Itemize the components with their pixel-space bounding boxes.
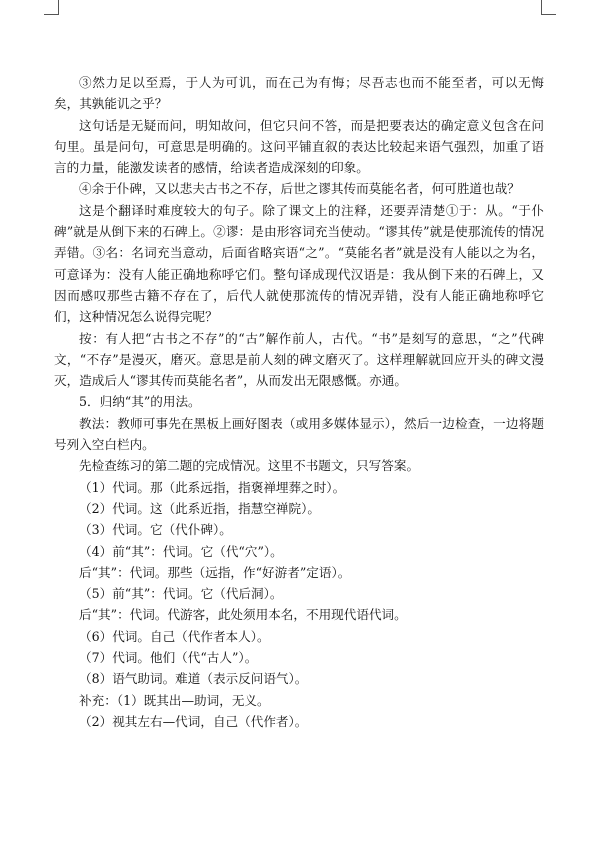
document-body <box>54 72 544 732</box>
answer-item: （3）代词。它（代仆碑）。 <box>79 522 232 538</box>
answer-item: （1）代词。那（此系远指，指褒禅埋葬之时）。 <box>79 479 346 495</box>
paragraph: 教法：教师可事先在黑板上画好图表（或用多媒体显示），然后一边检查，一边将题号列入空白栏内。 <box>54 415 544 453</box>
paragraph: ③然力足以至焉，于人为可讥，而在己为有悔；尽吾志也而不能至者，可以无悔矣，其孰能讥之乎？ <box>54 75 544 112</box>
paragraph: ④余于仆碑，又以悲夫古书之不存，后世之谬其传而莫能名者，何可胜道也哉？ <box>79 181 520 197</box>
answer-item: 后“其”：代词。代游客，此处须用本名，不用现代语代词。 <box>79 607 407 623</box>
answer-item: （6）代词。自己（代作者本人）。 <box>79 628 270 644</box>
supplement-item: （2）视其左右—代词，自己（代作者）。 <box>79 713 308 729</box>
section-heading: 5．归纳“其”的用法。 <box>79 394 201 410</box>
answer-item: （4）前“其”：代词。它（代“穴”）。 <box>79 543 283 559</box>
answer-item: （2）代词。这（此系近指，指慧空禅院）。 <box>79 500 320 516</box>
supplement-item: 补充：（1）既其出—助词，无义。 <box>79 692 270 708</box>
crop-mark-top-right <box>541 0 556 15</box>
crop-mark-top-left <box>44 0 59 15</box>
answer-item: 后“其”：代词。那些（远指，作“好游者”定语）。 <box>79 564 351 580</box>
answer-item: （5）前“其”：代词。它（代后洞）。 <box>79 586 283 602</box>
paragraph: 这句话是无疑而问，明知故问，但它只问不答，而是把要表达的确定意义包含在问句里。虽是问句，可意思是明确的。这问平铺直叙的表达比较起来语气强烈，加重了语言的力量，能激发读者的感情，给读者造成深刻的印象。 <box>54 117 544 176</box>
paragraph: 这是个翻译时难度较大的句子。除了课文上的注释，还要弄清楚①于：从。“于仆碑”就是从倒下来的石碑上。②谬：是由形容词充当使动。“谬其传”就是使那流传的情况弄错。③名：名词充当意动，后面省略宾语“之”。“莫能名者”就是没有人能以之为名，可意译为：没有人能正确地称呼它们。整句译成现代汉语是：我从倒下来的石碑上，又因而感叹那些古籍不存在了，后代人就使那流传的情况弄错，没有人能正确地称呼它们，这种情况怎么说得完呢？ <box>54 202 544 325</box>
answer-item: （7）代词。他们（代“古人”）。 <box>79 650 258 666</box>
paragraph: 按：有人把“古书之不存”的“古”解作前人，古代。“书”是刻写的意思，“之”代碑文，“不存”是漫灭，磨灭。意思是前人刻的碑文磨灭了。这样理解就回应开头的碑文漫灭，造成后人“谬其传而莫能名者”，从而发出无限感慨。亦通。 <box>54 330 544 389</box>
paragraph: 先检查练习的第二题的完成情况。这里不书题文，只写答案。 <box>79 458 420 474</box>
answer-item: （8）语气助词。难道（表示反问语气）。 <box>79 671 308 687</box>
